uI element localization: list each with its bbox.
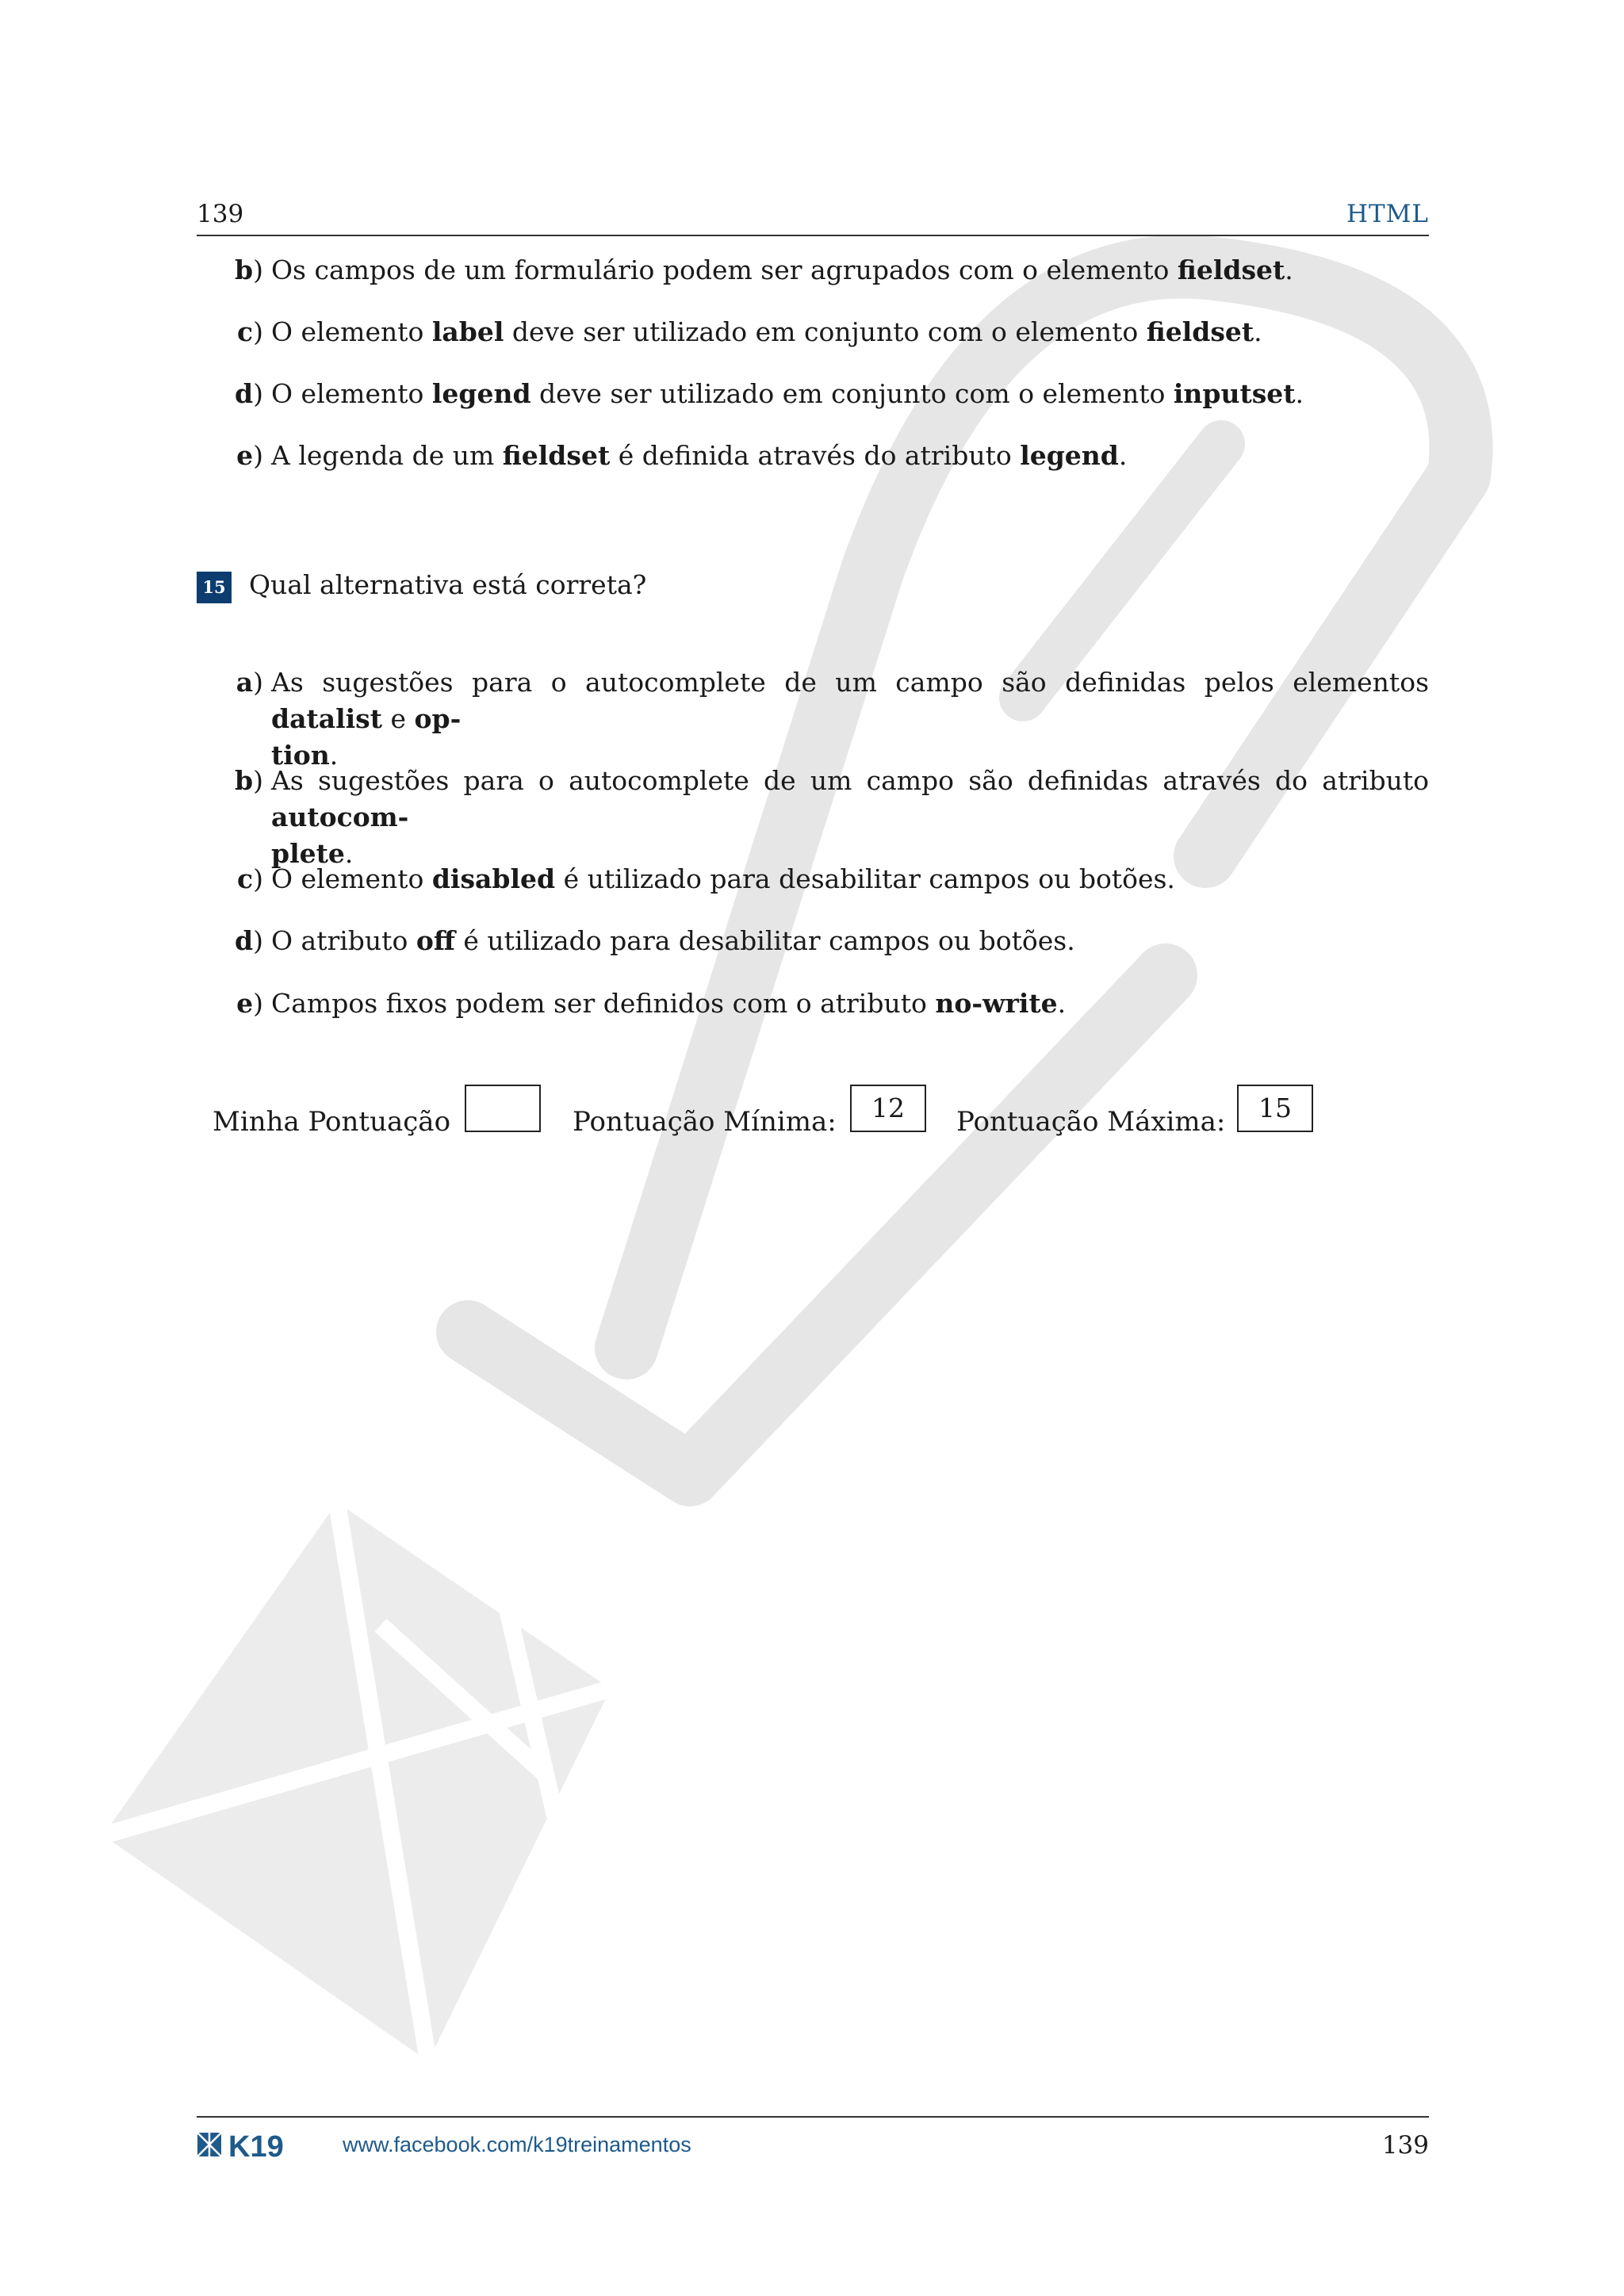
option-text: O elemento legend deve ser utilizado em conjunto com o elemento inputset.	[271, 378, 1304, 409]
option-text: A legenda de um fieldset é definida através do atributo legend.	[271, 440, 1128, 471]
k19-logo	[197, 2130, 320, 2161]
option-text: O elemento disabled é utilizado para desabilitar campos ou botões.	[271, 863, 1175, 894]
footer-page-number: 139	[1381, 2131, 1429, 2160]
option-letter: d	[235, 925, 254, 956]
answer-option-e[interactable]: e) Campos fixos podem ser definidos com o atributo no-write.	[230, 985, 1429, 1022]
question-number-badge: 15	[197, 572, 232, 603]
option-text: As sugestões para o autocomplete de um campo são definidas pelos elementos datalist e op- tion.	[271, 667, 1429, 771]
prev-option: b) Os campos de um formulário podem ser agrupados com o elemento fieldset.	[230, 252, 1429, 289]
answer-option-c[interactable]: c) O elemento disabled é utilizado para desabilitar campos ou botões.	[230, 861, 1429, 897]
prev-option: e) A legenda de um fieldset é definida através do atributo legend.	[230, 438, 1429, 474]
answer-option-d[interactable]: d) O atributo off é utilizado para desabilitar campos ou botões.	[230, 923, 1429, 959]
option-text: O elemento label deve ser utilizado em conjunto com o elemento fieldset.	[271, 316, 1262, 347]
option-letter: c	[237, 316, 254, 347]
option-text: As sugestões para o autocomplete de um campo são definidas através do atributo autocom- plete.	[271, 765, 1429, 869]
min-score-label: Pontuação Mínima:	[573, 1106, 837, 1138]
option-text: O atributo off é utilizado para desabilitar campos ou botões.	[271, 925, 1075, 956]
option-text: Os campos de um formulário podem ser agrupados com o elemento fieldset.	[271, 254, 1293, 285]
option-letter: d	[235, 378, 254, 409]
answer-option-a[interactable]: a) As sugestões para o autocomplete de um campo são definidas pelos elementos datalist e op- tion.	[230, 664, 1429, 774]
prev-option: c) O elemento label deve ser utilizado em conjunto com o elemento fieldset.	[230, 314, 1429, 350]
option-letter: b	[235, 254, 254, 285]
logo-text: K19	[228, 2130, 284, 2161]
prev-option: d) O elemento legend deve ser utilizado em conjunto com o elemento inputset.	[230, 376, 1429, 412]
answer-option-b[interactable]: b) As sugestões para o autocomplete de um campo são definidas através do atributo autocom- plete.	[230, 763, 1429, 872]
option-text: Campos fixos podem ser definidos com o atributo no-write.	[271, 988, 1067, 1019]
option-letter: a	[236, 667, 254, 698]
my-score-label: Minha Pontuação	[213, 1106, 451, 1138]
min-score-box: 12	[850, 1085, 926, 1132]
option-letter: e	[236, 440, 254, 471]
page-header	[197, 193, 1429, 236]
option-letter: b	[235, 765, 254, 796]
option-letter: c	[237, 863, 254, 894]
max-score-box: 15	[1237, 1085, 1313, 1132]
option-letter: e	[236, 988, 254, 1019]
header-page-number: 139	[197, 200, 244, 228]
my-score-box[interactable]	[465, 1085, 541, 1132]
question-text: Qual alternativa está correta?	[249, 569, 647, 600]
chapter-title: HTML	[1346, 200, 1429, 228]
footer-link[interactable]: www.facebook.com/k19treinamentos	[343, 2133, 691, 2156]
max-score-label: Pontuação Máxima:	[956, 1106, 1226, 1138]
footer-rule	[197, 2116, 1429, 2118]
